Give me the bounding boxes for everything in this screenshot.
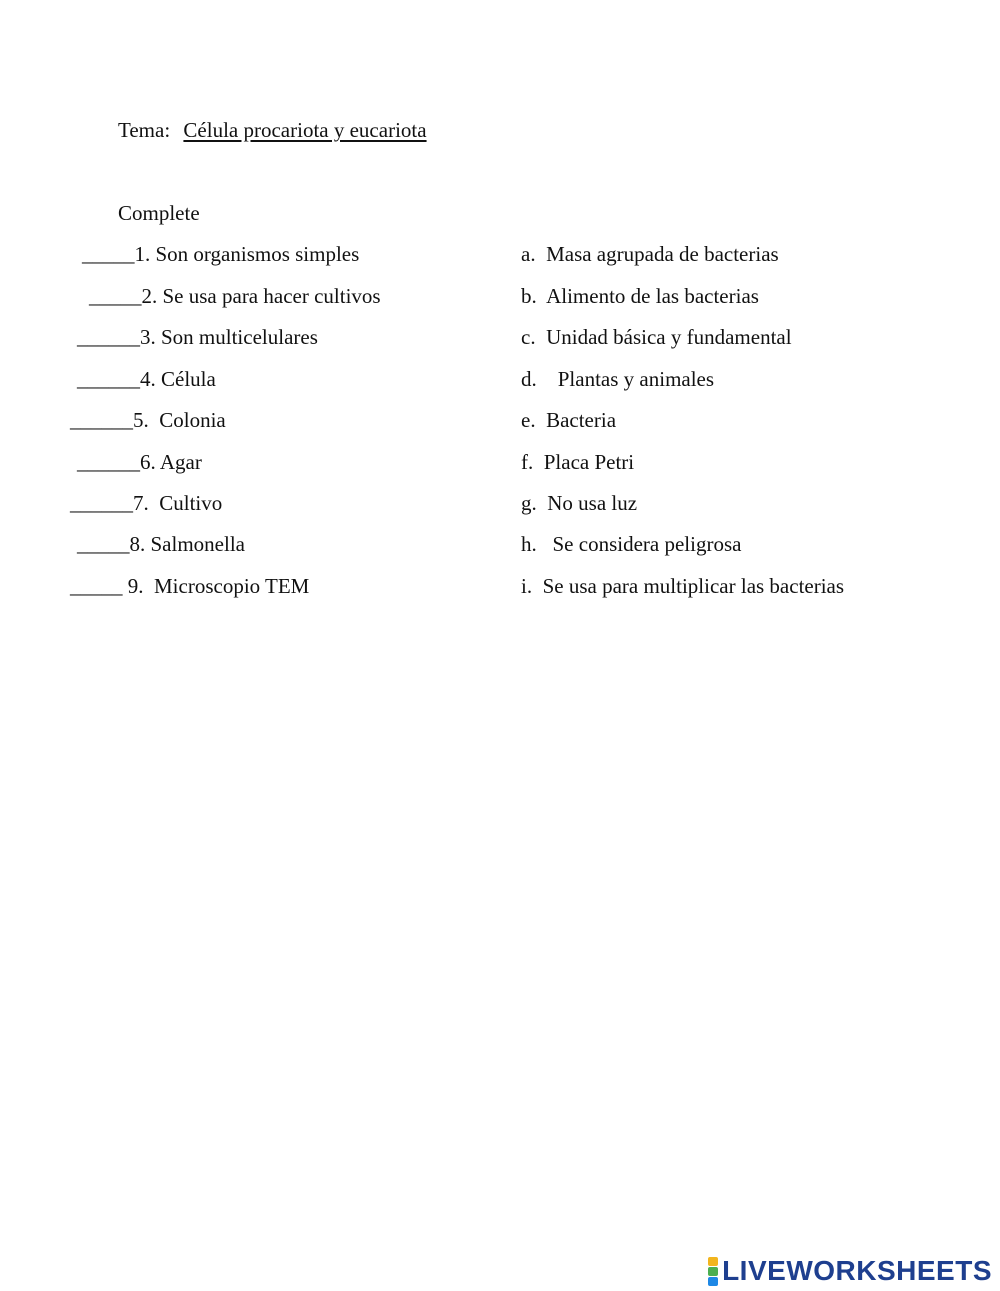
right-item-a: a. Masa agrupada de bacterias xyxy=(521,242,779,266)
left-item-8: _____8. Salmonella xyxy=(77,532,245,556)
left-item-6: ______6. Agar xyxy=(77,450,202,474)
right-item-b: b. Alimento de las bacterias xyxy=(521,284,759,308)
topic-label: Tema: xyxy=(118,118,171,142)
topic-line xyxy=(118,118,427,143)
right-item-g: g. No usa luz xyxy=(521,491,638,515)
right-item-e: e. Bacteria xyxy=(521,408,617,432)
logo-text: LIVEWORKSHEETS xyxy=(722,1255,992,1286)
right-item-i: i. Se usa para multiplicar las bacterias xyxy=(521,574,845,598)
logo-block-2 xyxy=(708,1267,718,1276)
left-item-5: ______5. Colonia xyxy=(70,408,226,432)
left-item-1: _____1. Son organismos simples xyxy=(82,242,360,266)
right-item-f: f. Placa Petri xyxy=(521,450,635,474)
topic-value: Célula procariota y eucariota xyxy=(183,118,427,142)
logo-block-3 xyxy=(708,1277,718,1286)
logo-block-1 xyxy=(708,1257,718,1266)
left-item-9: _____ 9. Microscopio TEM xyxy=(70,574,310,598)
left-item-3: ______3. Son multicelulares xyxy=(77,325,318,349)
left-item-2: _____2. Se usa para hacer cultivos xyxy=(89,284,381,308)
right-item-h: h. Se considera peligrosa xyxy=(521,532,742,556)
instruction-text: Complete xyxy=(118,201,200,225)
logo-blocks-icon xyxy=(708,1257,718,1286)
liveworksheets-logo xyxy=(708,1254,992,1288)
left-item-4: ______4. Célula xyxy=(77,367,216,391)
right-item-d: d. Plantas y animales xyxy=(521,367,715,391)
right-item-c: c. Unidad básica y fundamental xyxy=(521,325,792,349)
left-item-7: ______7. Cultivo xyxy=(70,491,223,515)
